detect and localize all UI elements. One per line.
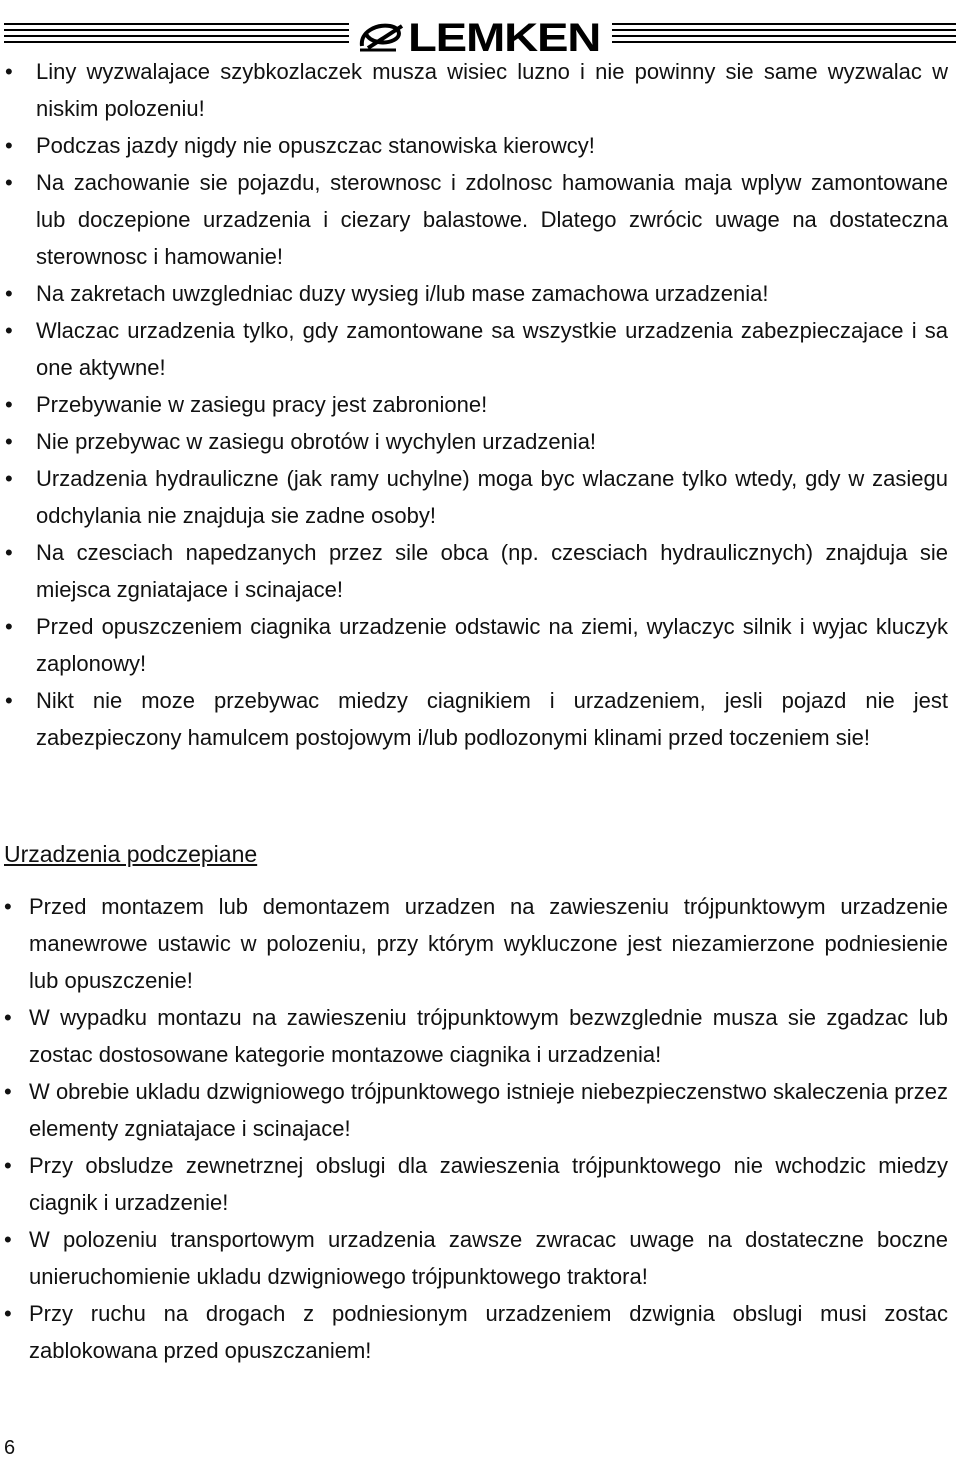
list-item: • Przed montazem lub demontazem urzadzen na zawieszeniu trójpunktowym urzadzenie manewrowe ustawic w polozeniu, przy którym wykluczone jest niezamierzone podniesienie lub opuszczenie!	[0, 888, 960, 999]
header-rule	[4, 35, 349, 37]
bullet-icon: •	[5, 540, 13, 565]
header-rule	[4, 23, 349, 25]
lemken-logo-icon	[356, 20, 406, 54]
list-item: • W polozeniu transportowym urzadzenia zawsze zwracac uwage na dostateczne boczne unieruchomienie ukladu dzwigniowego trójpunktowego traktora!	[0, 1221, 960, 1295]
bullet-icon: •	[4, 1227, 12, 1252]
bullet-icon: •	[5, 133, 13, 158]
header-rule	[612, 41, 956, 43]
safety-list	[0, 53, 960, 756]
list-item: • Urzadzenia hydrauliczne (jak ramy uchylne) moga byc wlaczane tylko wtedy, gdy w zasiegu odchylania nie znajduja sie zadne osoby!	[0, 460, 960, 534]
list-item: • Podczas jazdy nigdy nie opuszczac stanowiska kierowcy!	[0, 127, 960, 164]
bullet-icon: •	[4, 894, 12, 919]
brand-logo-text: LEMKEN	[408, 16, 601, 60]
attached-implements-list	[0, 888, 960, 1369]
list-item: • Na zachowanie sie pojazdu, sterownosc i zdolnosc hamowania maja wplyw zamontowane lub doczepione urzadzenia i ciezary balastowe. Dlatego zwrócic uwage na dostateczna sterownosc i hamowanie!	[0, 164, 960, 275]
section-title: Urzadzenia podczepiane	[4, 841, 258, 867]
page-number: 6	[4, 1437, 16, 1459]
bullet-icon: •	[5, 59, 13, 84]
bullet-icon: •	[5, 688, 13, 713]
list-item: • Przy ruchu na drogach z podniesionym urzadzeniem dzwignia obslugi musi zostac zablokowana przed opuszczaniem!	[0, 1295, 960, 1369]
bullet-icon: •	[4, 1079, 12, 1104]
bullet-icon: •	[5, 281, 13, 306]
header-rule	[612, 35, 956, 37]
list-item: • W wypadku montazu na zawieszeniu trójpunktowym bezwzglednie musza sie zgadzac lub zostac dostosowane kategorie montazowe ciagnika i urzadzenia!	[0, 999, 960, 1073]
page-header	[0, 8, 960, 58]
list-item: • Na czesciach napedzanych przez sile obca (np. czesciach hydraulicznych) znajduja sie miejsca zgniatajace i scinajace!	[0, 534, 960, 608]
header-rule	[4, 29, 349, 31]
bullet-icon: •	[5, 392, 13, 417]
bullet-icon: •	[5, 318, 13, 343]
list-item: • Nikt nie moze przebywac miedzy ciagnikiem i urzadzeniem, jesli pojazd nie jest zabezpieczony hamulcem postojowym i/lub podlozonymi klinami przed toczeniem sie!	[0, 682, 960, 756]
list-item: • Nie przebywac w zasiegu obrotów i wychylen urzadzenia!	[0, 423, 960, 460]
bullet-icon: •	[5, 429, 13, 454]
list-item: • Przy obsludze zewnetrznej obslugi dla zawieszenia trójpunktowego nie wchodzic miedzy ciagnik i urzadzenie!	[0, 1147, 960, 1221]
bullet-icon: •	[5, 466, 13, 491]
bullet-icon: •	[4, 1153, 12, 1178]
list-item: • Liny wyzwalajace szybkozlaczek musza wisiec luzno i nie powinny sie same wyzwalac w niskim polozeniu!	[0, 53, 960, 127]
list-item: • W obrebie ukladu dzwigniowego trójpunktowego istnieje niebezpieczenstwo skaleczenia przez elementy zgniatajace i scinajace!	[0, 1073, 960, 1147]
bullet-icon: •	[4, 1005, 12, 1030]
header-rule	[4, 41, 349, 43]
list-item: • Przed opuszczeniem ciagnika urzadzenie odstawic na ziemi, wylaczyc silnik i wyjac kluczyk zaplonowy!	[0, 608, 960, 682]
bullet-icon: •	[5, 614, 13, 639]
header-rule	[612, 23, 956, 25]
header-rule	[612, 29, 956, 31]
bullet-icon: •	[4, 1301, 12, 1326]
list-item: • Przebywanie w zasiegu pracy jest zabronione!	[0, 386, 960, 423]
list-item: • Wlaczac urzadzenia tylko, gdy zamontowane sa wszystkie urzadzenia zabezpieczajace i sa one aktywne!	[0, 312, 960, 386]
bullet-icon: •	[5, 170, 13, 195]
list-item: • Na zakretach uwzgledniac duzy wysieg i/lub mase zamachowa urzadzenia!	[0, 275, 960, 312]
